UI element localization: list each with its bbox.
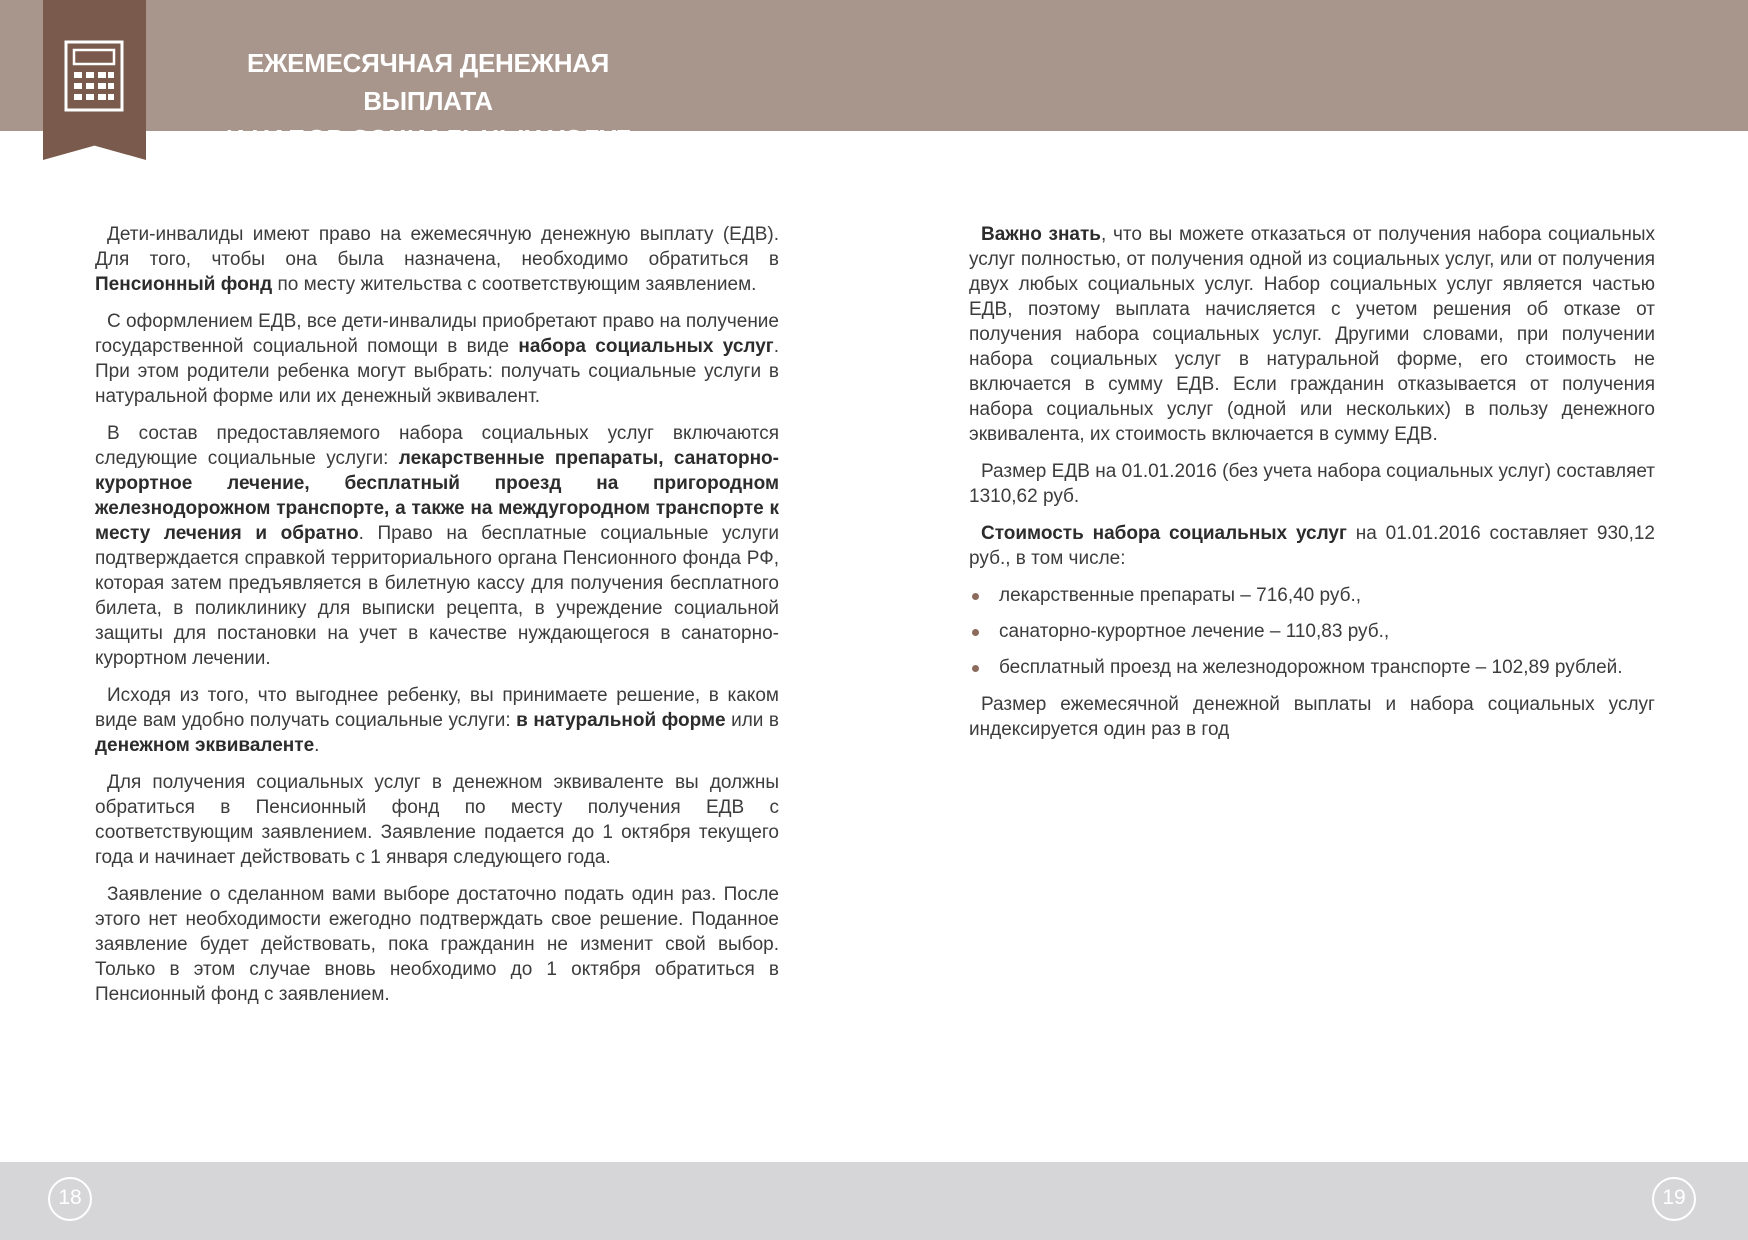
page-title-line-2: И НАБОР СОЦИАЛЬНЫХ УСЛУГ xyxy=(225,124,631,154)
paragraph: Стоимость набора социальных услуг на 01.01.2016 составляет 930,12 руб., в том числе: xyxy=(969,523,1655,569)
right-column xyxy=(969,222,1655,754)
paragraph: Исходя из того, что выгоднее ребенку, вы принимаете решение, в каком виде вам удобно получать социальные услуги: в натуральной форме или в денежном эквиваленте. xyxy=(95,685,779,756)
list-item: бесплатный проезд на железнодорожном транспорте – 102,89 рублей. xyxy=(969,655,1655,680)
list-item: санаторно-курортное лечение – 110,83 руб., xyxy=(969,619,1655,644)
paragraph: Размер ЕДВ на 01.01.2016 (без учета набора социальных услуг) составляет 1310,62 руб. xyxy=(969,461,1655,507)
footer-band xyxy=(0,1162,1748,1240)
page-title xyxy=(208,44,648,158)
paragraph: С оформлением ЕДВ, все дети-инвалиды приобретают право на получение государственной социальной помощи в виде набора социальных услуг. При этом родители ребенка могут выбрать: получать социальные услуги в натуральной форме или их денежный эквивалент. xyxy=(95,311,779,407)
page-number-left: 18 xyxy=(48,1177,92,1221)
paragraph: В состав предоставляемого набора социальных услуг включаются следующие социальные услуги: лекарственные препараты, санаторно-курортное лечение, бесплатный проезд на пригородном железнодорожном транспорте, а также на междугородном транспорте к месту лечения и обратно. Право на бесплатные социальные услуги подтверждается справкой территориального органа Пенсионного фонда РФ, которая затем предъявляется в билетную кассу для получения бесплатного билета, в поликлинику для выписки рецепта, в учреждение социальной защиты для постановки на учет в качестве нуждающегося в санаторно-курортном лечении. xyxy=(95,423,779,669)
paragraph: Заявление о сделанном вами выборе достаточно подать один раз. После этого нет необходимости ежегодно подтверждать свое решение. Поданное заявление будет действовать, пока гражданин не изменит свой выбор. Только в этом случае вновь необходимо до 1 октября обратиться в Пенсионный фонд с заявлением. xyxy=(95,884,779,1005)
paragraph: Для получения социальных услуг в денежном эквиваленте вы должны обратиться в Пенсионный фонд по месту получения ЕДВ с соответствующим заявлением. Заявление подается до 1 октября текущего года и начинает действовать с 1 января следующего года. xyxy=(95,772,779,868)
paragraph: Дети-инвалиды имеют право на ежемесячную денежную выплату (ЕДВ). Для того, чтобы она была назначена, необходимо обратиться в Пенсионный фонд по месту жительства с соответствующим заявлением. xyxy=(95,224,779,295)
calculator-icon xyxy=(64,40,124,112)
page-number-right: 19 xyxy=(1652,1177,1696,1221)
left-column xyxy=(95,222,779,1019)
page-title-line-1: ЕЖЕМЕСЯЧНАЯ ДЕНЕЖНАЯ ВЫПЛАТА xyxy=(246,48,610,116)
paragraph: Размер ежемесячной денежной выплаты и набора социальных услуг индексируется один раз в год xyxy=(969,694,1655,740)
cost-list xyxy=(969,583,1655,680)
paragraph: Важно знать, что вы можете отказаться от получения набора социальных услуг полностью, от получения одной из социальных услуг, или от получения двух любых социальных услуг. Набор социальных услуг является частью ЕДВ, поэтому выплата начисляется с учетом решения об отказе от получения набора социальных услуг. Другими словами, при получении набора социальных услуг в натуральной форме, его стоимость не включается в сумму ЕДВ. Если гражданин отказывается от получения набора социальных услуг (одной или нескольких) в пользу денежного эквивалента, их стоимость включается в сумму ЕДВ. xyxy=(969,224,1656,445)
list-item: лекарственные препараты – 716,40 руб., xyxy=(969,583,1655,608)
